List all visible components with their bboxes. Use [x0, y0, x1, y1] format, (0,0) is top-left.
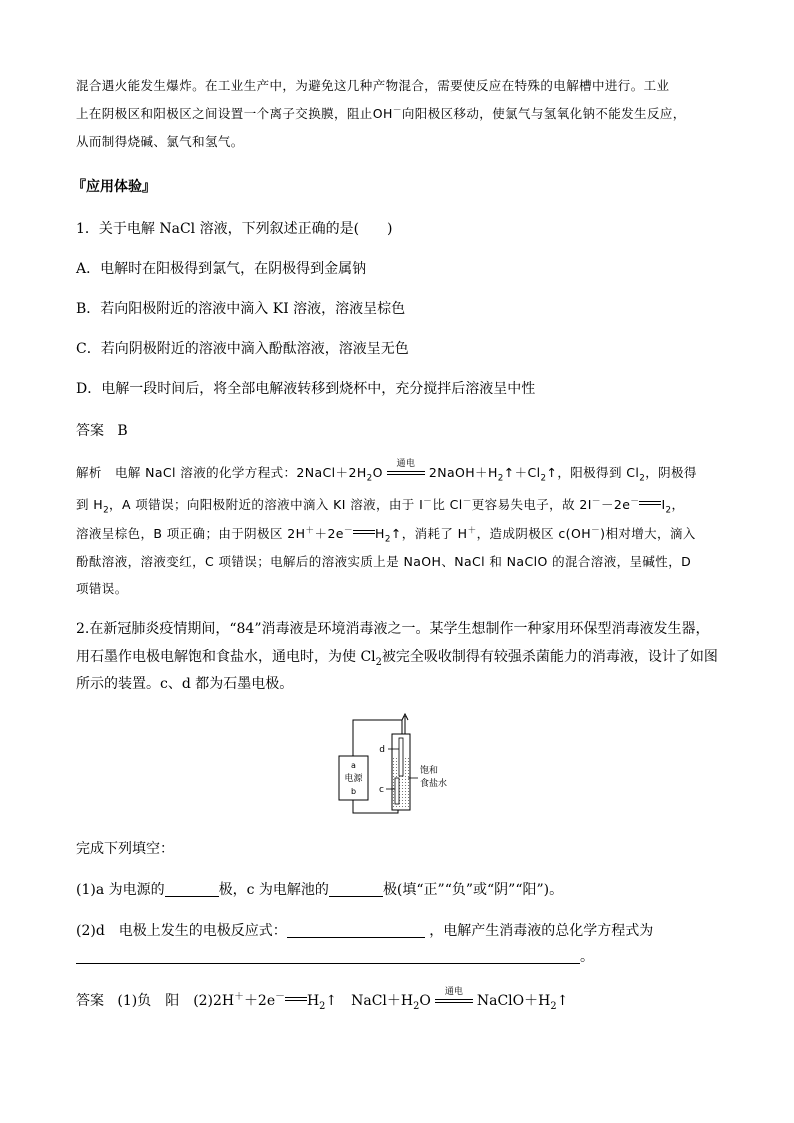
answer-text: O — [419, 993, 431, 1009]
expl-text: －2e — [600, 497, 631, 512]
q2-part-1 — [76, 879, 563, 899]
q2-line-3: 所示的装置。c、d 都为石墨电极。 — [76, 676, 294, 692]
subscript: 2 — [375, 656, 382, 668]
expl-text: 更容易失电子，故 2I — [471, 497, 592, 512]
subscript: 2 — [639, 473, 646, 484]
q2-text: 极(填“正”“负”或“阴”“阳”)。 — [382, 882, 564, 898]
intro-text: 向阳极区移动，使氯气与氢氧化钠不能发生反应， — [401, 106, 686, 121]
answer-text: NaClO＋H — [476, 993, 551, 1009]
power-supply-label: 电源 — [344, 774, 363, 784]
equals-sign — [639, 499, 661, 509]
q1-option-d: D．电解一段时间后，将全部电解液转移到烧杯中，充分搅拌后溶液呈中性 — [76, 381, 536, 397]
q2-text: 。 — [580, 949, 594, 965]
fill-blank-4[interactable] — [76, 949, 580, 964]
electrode-d — [399, 738, 403, 776]
q2-text: (2)d 电极上发生的电极反应式： — [76, 923, 287, 939]
answer-label: 答案 — [76, 993, 104, 1009]
electrolysis-apparatus-diagram — [326, 712, 466, 822]
brine-label-2: 食盐水 — [420, 779, 448, 789]
expl-text: 2NaOH＋H — [428, 465, 498, 480]
q2-text: 极，c 为电解池的 — [218, 882, 329, 898]
subscript: 2 — [366, 473, 373, 484]
q2-text: ，电解产生消毒液的总化学方程式为 — [429, 923, 654, 939]
subscript: 2 — [103, 505, 110, 516]
q2-line-1: 2.在新冠肺炎疫情期间，“84”消毒液是环境消毒液之一。某学生想制作一种家用环保型消毒液发生器， — [76, 621, 710, 637]
electrode-c — [395, 778, 399, 804]
subscript: 2 — [497, 473, 504, 484]
q1-explanation-line-5: 项错误。 — [76, 581, 128, 596]
q1-stem: 1．关于电解 NaCl 溶液，下列叙述正确的是( ) — [76, 221, 393, 237]
expl-text: 溶液呈棕色，B 项正确；由于阴极区 2H — [76, 526, 306, 541]
condition-label: 通电 — [396, 459, 416, 469]
q2-line-2 — [76, 646, 718, 666]
superscript: ＋ — [467, 525, 477, 536]
electrode-d-label: d — [379, 745, 385, 755]
expl-text: ，阴极得 — [645, 465, 697, 480]
q1-explanation-line-4: 酚酞溶液，溶液变红，C 项错误；电解后的溶液实质上是 NaOH、NaCl 和 NaClO 的混合溶液，呈碱性，D — [76, 554, 692, 569]
intro-line-2 — [76, 104, 686, 122]
expl-text: )相对增大，滴入 — [600, 526, 696, 541]
expl-text: ↑，消耗了 H — [390, 526, 468, 541]
expl-text: ＋2e — [314, 526, 344, 541]
subscript: 2 — [665, 505, 672, 516]
fill-blank-1[interactable] — [165, 882, 219, 897]
q1-answer — [76, 420, 128, 440]
q2-text: (1)a 为电源的 — [76, 882, 165, 898]
superscript: － — [343, 525, 354, 536]
subscript: 2 — [540, 473, 547, 484]
q1-option-a: A．电解时在阳极得到氯气，在阴极得到金属钠 — [76, 261, 367, 277]
superscript: － — [630, 496, 640, 507]
expl-text: O — [372, 465, 383, 480]
subscript: 2 — [550, 1000, 557, 1012]
q2-text: 被完全吸收制得有较强杀菌能力的消毒液，设计了如图 — [381, 649, 718, 665]
brine-label-1: 饱和 — [420, 766, 439, 776]
superscript: － — [591, 496, 601, 507]
expl-text: I — [661, 497, 666, 512]
terminal-b-label: b — [350, 787, 357, 796]
answer-text: ＋2e — [243, 993, 276, 1009]
electrode-c-label: c — [379, 785, 384, 795]
answer-text: (1)负 阳 (2)2H — [117, 993, 235, 1009]
q1-explanation-line-3 — [76, 524, 696, 545]
answer-label: 答案 — [76, 423, 104, 439]
q2-part-2 — [76, 920, 653, 940]
q2-answer — [76, 987, 569, 1012]
intro-line-3: 从而制得烧碱、氯气和氢气。 — [76, 134, 244, 149]
superscript: － — [591, 525, 601, 536]
explanation-label: 解析 — [76, 465, 102, 480]
superscript: － — [462, 496, 472, 507]
equals-sign — [353, 528, 375, 538]
expl-text: 比 Cl — [432, 497, 463, 512]
superscript: － — [423, 496, 433, 507]
superscript: ＋ — [305, 525, 315, 536]
q1-explanation-line-1 — [76, 459, 697, 484]
q2-text: 用石墨作电极电解饱和食盐水，通电时，为使 Cl — [76, 649, 376, 665]
intro-line-1: 混合遇火能发生爆炸。在工业生产中，为避免这几种产物混合，需要使反应在特殊的电解槽中进行。工业 — [76, 78, 670, 93]
q1-option-c: C．若向阴极附近的溶液中滴入酚酞溶液，溶液呈无色 — [76, 341, 409, 357]
expl-text: ，造成阴极区 c(OH — [476, 526, 592, 541]
q2-part-2-cont — [76, 946, 594, 966]
electrolysis-condition-arrow — [387, 459, 425, 479]
expl-text: H — [375, 526, 385, 541]
fill-blank-3[interactable] — [287, 923, 425, 938]
section-title: 『应用体验』 — [72, 179, 156, 195]
subscript: 2 — [319, 1000, 326, 1012]
expl-text: ， — [671, 497, 685, 512]
equals-sign — [285, 995, 307, 1005]
answer-text: ↑ — [556, 993, 569, 1009]
condition-label: 通电 — [444, 987, 463, 997]
fill-blank-2[interactable] — [329, 882, 383, 897]
expl-text: 电解 NaCl 溶液的化学方程式：2NaCl＋2H — [114, 465, 367, 480]
answer-value: B — [117, 423, 128, 439]
q1-option-b: B．若向阳极附近的溶液中滴入 KI 溶液，溶液呈棕色 — [76, 301, 406, 317]
answer-text: ↑ NaCl＋H — [325, 993, 414, 1009]
subscript: 2 — [413, 1000, 420, 1012]
subscript: 2 — [384, 534, 391, 545]
superscript: － — [392, 105, 402, 116]
answer-text: H — [306, 993, 320, 1009]
q2-task: 完成下列填空： — [76, 841, 174, 857]
intro-text: 上在阴极区和阳极区之间设置一个离子交换膜，阻止OH — [76, 106, 393, 121]
expl-text: ，A 项错误；向阳极附近的溶液中滴入 KI 溶液，由于 I — [109, 497, 424, 512]
superscript: ＋ — [234, 991, 244, 1003]
q1-explanation-line-2 — [76, 495, 685, 516]
superscript: － — [275, 991, 285, 1003]
expl-text: 到 H — [76, 497, 104, 512]
electrolysis-condition-arrow — [435, 987, 473, 1007]
expl-text: ↑＋Cl — [503, 465, 541, 480]
terminal-a-label: a — [351, 761, 356, 770]
expl-text: ↑，阳极得到 Cl — [546, 465, 640, 480]
